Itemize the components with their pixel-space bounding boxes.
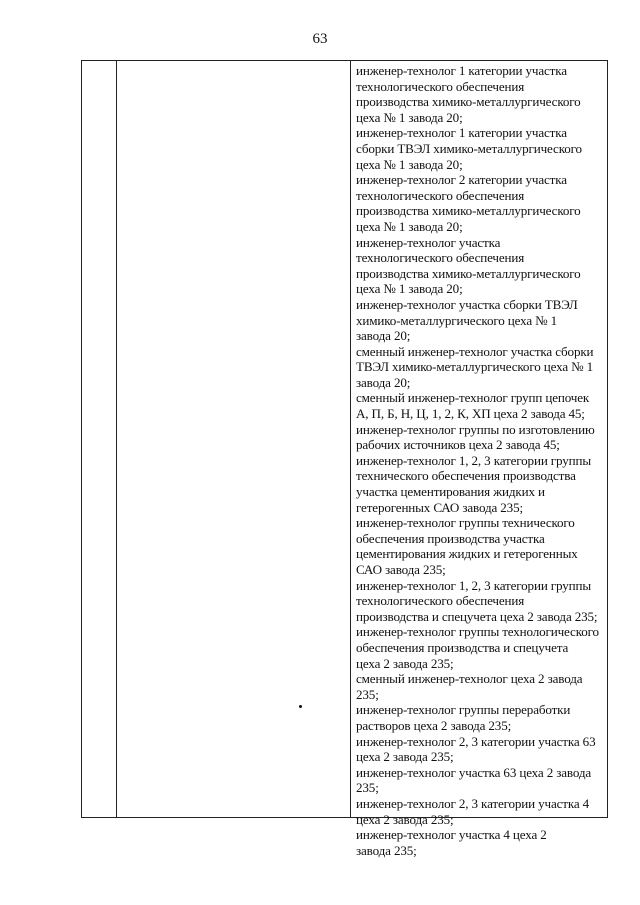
- position-line: инженер-технолог группы переработки: [356, 702, 571, 718]
- position-line: гетерогенных САО завода 235;: [356, 499, 523, 515]
- position-line: сменный инженер-технолог групп цепочек: [356, 390, 590, 406]
- position-line: цеха № 1 завода 20;: [356, 109, 463, 125]
- position-line: цеха № 1 завода 20;: [356, 281, 463, 297]
- position-line: обеспечения производства участка: [356, 530, 545, 546]
- column-divider-2: [350, 61, 351, 817]
- position-line: производства химико-металлургического: [356, 203, 581, 219]
- position-line: инженер-технолог группы по изготовлению: [356, 421, 595, 437]
- position-line: инженер-технолог участка 4 цеха 2: [356, 827, 547, 843]
- page-number: 63: [312, 31, 328, 47]
- position-line: технологического обеспечения: [356, 250, 525, 266]
- position-line: технологического обеспечения: [356, 593, 525, 609]
- position-line: растворов цеха 2 завода 235;: [356, 717, 512, 733]
- position-line: инженер-технолог 1 категории участка: [356, 63, 567, 78]
- position-line: производства и спецучета цеха 2 завода 235;: [356, 608, 598, 624]
- position-line: ТВЭЛ химико-металлургического цеха № 1: [356, 359, 593, 375]
- position-line: 235;: [356, 686, 379, 702]
- position-line: химико-металлургического цеха № 1: [356, 312, 558, 328]
- position-line: технического обеспечения производства: [356, 468, 576, 484]
- position-line: цеха 2 завода 235;: [356, 749, 454, 765]
- position-line: инженер-технолог 2, 3 категории участка 63: [356, 733, 596, 749]
- position-line: обеспечения производства и спецучета: [356, 639, 569, 655]
- position-list-cell: [356, 63, 608, 858]
- position-line: цементирования жидких и гетерогенных: [356, 546, 578, 562]
- position-line: инженер-технолог участка: [356, 234, 501, 250]
- position-line: технологического обеспечения: [356, 187, 525, 203]
- position-line: сменный инженер-технолог цеха 2 завода: [356, 671, 583, 687]
- position-line: цеха 2 завода 235;: [356, 811, 454, 827]
- position-line: сменный инженер-технолог участка сборки: [356, 343, 594, 359]
- position-line: цеха 2 завода 235;: [356, 655, 454, 671]
- document-table: [81, 60, 608, 858]
- position-line: завода 235;: [356, 842, 417, 858]
- column-divider-1: [116, 61, 117, 817]
- position-line: инженер-технолог группы технологического: [356, 624, 599, 640]
- position-line: инженер-технолог 1 категории участка: [356, 125, 567, 141]
- position-line: инженер-технолог 1, 2, 3 категории группы: [356, 577, 591, 593]
- position-line: участка цементирования жидких и: [356, 484, 545, 500]
- position-line: производства химико-металлургического: [356, 265, 581, 281]
- position-line: завода 20;: [356, 374, 411, 390]
- position-line: САО завода 235;: [356, 562, 446, 577]
- position-line: инженер-технолог участка 63 цеха 2 завода: [356, 764, 592, 780]
- position-line: производства химико-металлургического: [356, 94, 581, 110]
- scan-speck: [299, 705, 302, 708]
- position-line: инженер-технолог 1, 2, 3 категории группы: [356, 452, 591, 468]
- position-line: технологического обеспечения: [356, 78, 525, 94]
- position-line: завода 20;: [356, 328, 411, 344]
- position-line: инженер-технолог 2, 3 категории участка 4: [356, 795, 590, 811]
- position-line: рабочих источников цеха 2 завода 45;: [356, 437, 560, 453]
- position-line: сборки ТВЭЛ химико-металлургического: [356, 140, 582, 156]
- position-line: цеха № 1 завода 20;: [356, 218, 463, 234]
- position-line: инженер-технолог группы технического: [356, 515, 575, 531]
- position-line: цеха № 1 завода 20;: [356, 156, 463, 172]
- position-line: 235;: [356, 780, 379, 796]
- position-line: инженер-технолог 2 категории участка: [356, 172, 567, 188]
- position-line: А, П, Б, Н, Ц, 1, 2, К, ХП цеха 2 завода 45;: [356, 406, 585, 422]
- position-line: инженер-технолог участка сборки ТВЭЛ: [356, 296, 578, 312]
